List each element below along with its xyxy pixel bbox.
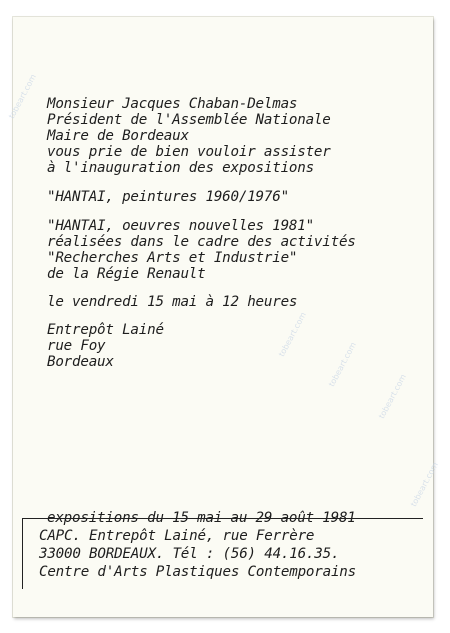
footer-line: 33000 BORDEAUX. Tél : (56) 44.16.35. bbox=[39, 546, 340, 562]
exhibition-line: réalisées dans le cadre des activités bbox=[47, 234, 356, 250]
venue-line: rue Foy bbox=[47, 338, 106, 354]
host-block bbox=[47, 96, 438, 176]
exhibition-line: "Recherches Arts et Industrie" bbox=[47, 250, 298, 266]
venue-line: Entrepôt Lainé bbox=[47, 322, 164, 338]
venue-line: Bordeaux bbox=[47, 354, 114, 370]
footer-line: CAPC. Entrepôt Lainé, rue Ferrère bbox=[39, 528, 315, 544]
watermark: tobeart.com bbox=[7, 72, 38, 121]
host-line: Président de l'Assemblée Nationale bbox=[47, 112, 331, 128]
host-line: vous prie de bien vouloir assister bbox=[47, 144, 331, 160]
venue-block bbox=[47, 322, 438, 370]
watermark: tobeart.com bbox=[327, 340, 358, 389]
exhibition-title-2-block bbox=[47, 218, 438, 282]
watermark: tobeart.com bbox=[377, 372, 408, 421]
exhibition-dates: expositions du 15 mai au 29 août 1981 bbox=[47, 510, 356, 526]
watermark: tobeart.com bbox=[277, 310, 308, 359]
exhibition-line: "HANTAI, oeuvres nouvelles 1981" bbox=[47, 218, 314, 234]
host-line: à l'inauguration des expositions bbox=[47, 160, 314, 176]
exhibition-line: de la Régie Renault bbox=[47, 266, 206, 282]
event-date: le vendredi 15 mai à 12 heures bbox=[47, 294, 298, 310]
footer-line: Centre d'Arts Plastiques Contemporains bbox=[39, 564, 356, 580]
host-line: Maire de Bordeaux bbox=[47, 128, 189, 144]
host-line: Monsieur Jacques Chaban-Delmas bbox=[47, 96, 298, 112]
exhibition-title-1: "HANTAI, peintures 1960/1976" bbox=[47, 189, 289, 205]
footer-block bbox=[39, 527, 356, 581]
watermark: tobeart.com bbox=[409, 460, 440, 509]
